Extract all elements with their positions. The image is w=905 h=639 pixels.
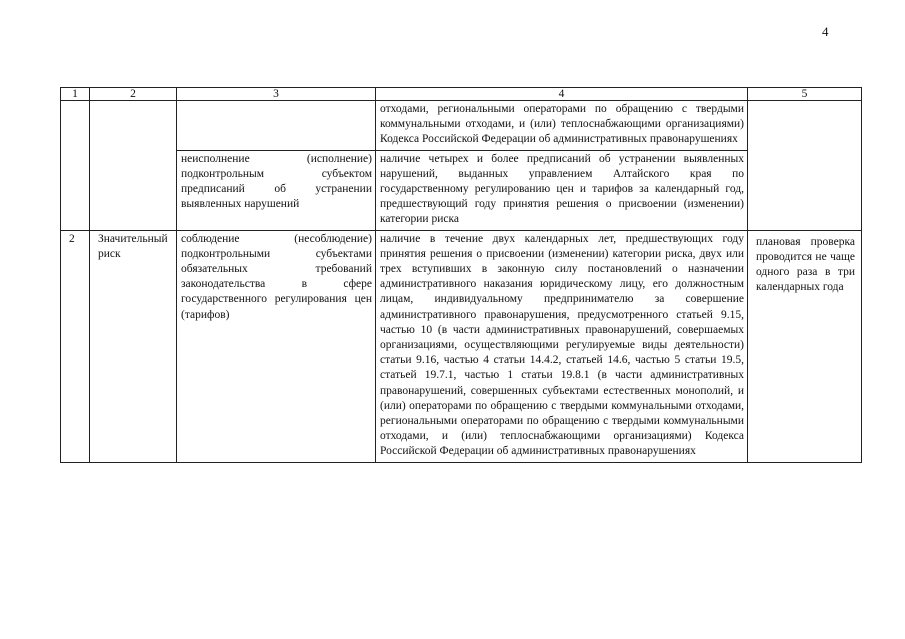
cell-criterion: неисполнение (исполнение) подконтрольным субъектом предписаний об устранении выявленных нарушений [177, 150, 376, 230]
column-header-2: 2 [90, 88, 177, 101]
column-header-1: 1 [61, 88, 90, 101]
cell-risk-empty [90, 101, 177, 151]
cell-number-empty [61, 101, 90, 151]
cell-number: 2 [61, 230, 90, 462]
cell-period-empty [748, 101, 862, 231]
cell-risk-empty [90, 150, 177, 230]
cell-risk-category: Значительный риск [90, 230, 177, 462]
risk-category-table [60, 87, 862, 463]
column-header-3: 3 [177, 88, 376, 101]
column-header-5: 5 [748, 88, 862, 101]
page-number: 4 [822, 24, 829, 39]
cell-indicator: наличие четырех и более предписаний об устранении выявленных нарушений, выданных управлением Алтайского края по государственному регулированию цен и тарифов за календарный год, предшествующий году принятия решения о присвоении (изменении) категории риска [376, 150, 748, 230]
table-header-row [61, 88, 862, 101]
column-header-4: 4 [376, 88, 748, 101]
cell-criterion: соблюдение (несоблюдение) подконтрольными субъектами обязательных требований законодательства в сфере государственного регулирования цен (тарифов) [177, 230, 376, 462]
cell-criterion-empty [177, 101, 376, 151]
cell-indicator: наличие в течение двух календарных лет, предшествующих году принятия решения о присвоении (изменении) категории риска, двух или трех вступивших в законную силу постановлений о назначении административного наказания юридическому лицу, его должностным лицам, индивидуальному предпринимателю за совершение административного правонарушения, предусмотренного статьей 9.15, частью 10 (в части административных правонарушений, совершаемых организациями, осуществляющими регулируемые виды деятельности) статьи 9.16, частью 4 статьи 14.4.2, статьей 14.6, частью 5 статьи 19.5, статьей 19.7.1, частью 1 статьи 19.8.1 (в части административных правонарушений, совершенных субъектами естественных монополий, и (или) операторами по обращению с твердыми коммунальными отходами, региональными операторами по обращению с твердыми коммунальными отходами, и (или) теплоснабжающими организациями) Кодекса Российской Федерации об административных правонарушениях [376, 230, 748, 462]
cell-number-empty [61, 150, 90, 230]
table-row [61, 150, 862, 230]
cell-indicator-continuation: отходами, региональными операторами по обращению с твердыми коммунальными отходами, и (или) теплоснабжающими организациями) Кодекса Российской Федерации об административных правонарушениях [376, 101, 748, 151]
table-row [61, 101, 862, 151]
cell-inspection-period: плановая проверка проводится не чаще одного раза в три календарных года [748, 230, 862, 462]
table-row [61, 230, 862, 462]
